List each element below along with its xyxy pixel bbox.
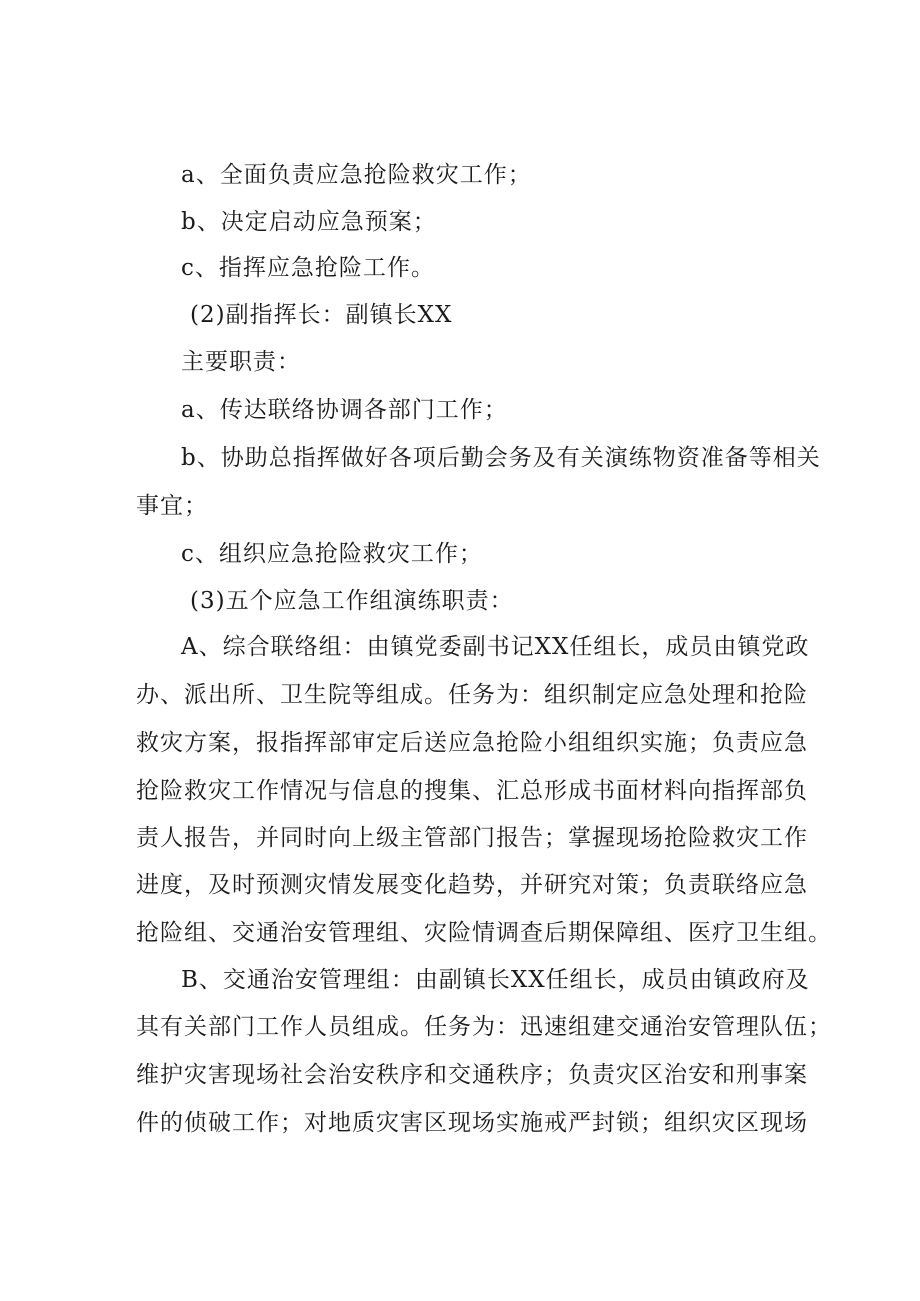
paragraph-line: b、决定启动应急预案； (181, 209, 437, 235)
paragraph-line: 抢险救灾工作情况与信息的搜集、汇总形成书面材料向指挥部负 (136, 778, 808, 804)
paragraph-line: 事宜； (136, 493, 208, 519)
paragraph-line: 其有关部门工作人员组成。任务为：迅速组建交通治安管理队伍； (136, 1014, 832, 1040)
paragraph-line: 件的侦破工作；对地质灾害区现场实施戒严封锁；组织灾区现场 (136, 1110, 808, 1136)
paragraph-line: A、综合联络组：由镇党委副书记XX任组长，成员由镇党政 (181, 634, 810, 660)
paragraph-line: 进度，及时预测灾情发展变化趋势，并研究对策；负责联络应急 (136, 872, 808, 898)
paragraph-line: b、协助总指挥做好各项后勤会务及有关演练物资准备等相关 (181, 445, 821, 471)
section-heading: (3)五个应急工作组演练职责： (190, 588, 514, 614)
paragraph-line: c、组织应急抢险救灾工作； (181, 541, 483, 567)
paragraph-line: 主要职责： (181, 349, 301, 375)
paragraph-line: 维护灾害现场社会治安秩序和交通秩序；负责灾区治安和刑事案 (136, 1062, 808, 1088)
section-heading: (2)副指挥长：副镇长XX (190, 302, 453, 328)
paragraph-line: 抢险组、交通治安管理组、灾险情调查后期保障组、医疗卫生组。 (136, 920, 832, 946)
paragraph-line: 救灾方案，报指挥部审定后送应急抢险小组组织实施；负责应急 (136, 730, 808, 756)
paragraph-line: a、全面负责应急抢险救灾工作； (181, 162, 532, 188)
paragraph-line: a、传达联络协调各部门工作； (181, 397, 508, 423)
paragraph-line: 责人报告，并同时向上级主管部门报告；掌握现场抢险救灾工作 (136, 825, 808, 851)
paragraph-line: c、指挥应急抢险工作。 (181, 255, 435, 281)
paragraph-line: B、交通治安管理组：由副镇长XX任组长，成员由镇政府及 (181, 967, 810, 993)
paragraph-line: 办、派出所、卫生院等组成。任务为：组织制定应急处理和抢险 (136, 682, 808, 708)
